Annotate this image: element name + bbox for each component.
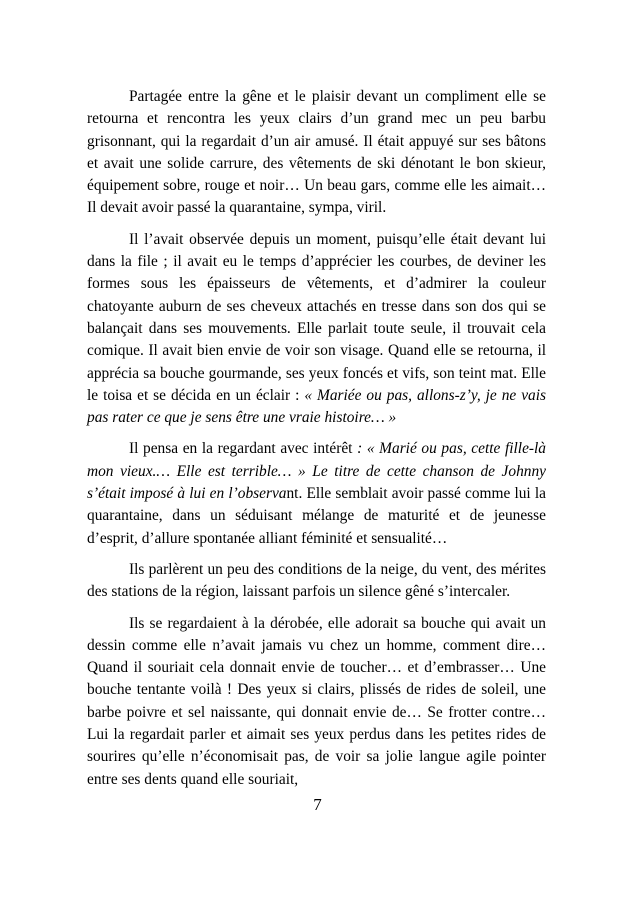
paragraph-4 [87, 559, 546, 604]
paragraph-3 [87, 438, 546, 549]
paragraph-5 [87, 613, 546, 791]
paragraph-3-text-start: Il pensa en la regardant avec intérêt [129, 440, 358, 458]
paragraph-2-italic-quote: « Mariée ou pas, allons-z’y, je ne vais pas rater ce que je sens être une vraie histoire… » [87, 386, 546, 427]
page-number: 7 [313, 795, 322, 814]
paragraph-1 [87, 86, 546, 220]
paragraph-5-text: Ils se regardaient à la dérobée, elle adorait sa bouche qui avait un dessin comme elle n’avait jamais vu chez un homme, comment dire… Quand il souriait cela donnait envie de toucher… et d’embrasser… Une bouche tentante voilà ! Des yeux si clairs, plissés de rides de soleil, une barbe poivre et sel naissante, qui donnait envie de… Se frotter contre… Lui la regardait parler et aimait ses yeux perdus dans les petites rides de sourires qu’elle n’économisait pas, de voir sa jolie langue agile pointer entre ses dents quand elle souriait, [87, 614, 546, 788]
paragraph-4-text: Ils parlèrent un peu des conditions de la neige, du vent, des mérites des stations de la région, laissant parfois un silence gêné s’intercaler. [87, 560, 546, 601]
paragraph-3-italic-quote: : « Marié ou pas, cette fille-là mon vieux.… Elle est terrible… » Le titre de cette chanson de Johnny s’était imposé à lui en l’observa [87, 440, 546, 503]
paragraph-3-text-end: nt. Elle semblait avoir passé comme lui la quarantaine, dans un séduisant mélange de maturité et de jeunesse d’esprit, d’allure spontanée alliant féminité et sensualité… [87, 485, 546, 547]
body-text [87, 86, 546, 800]
paragraph-2 [87, 229, 546, 430]
paragraph-1-text: Partagée entre la gêne et le plaisir devant un compliment elle se retourna et rencontra les yeux clairs d’un grand mec un peu barbu grisonnant, qui la regardait d’un air amusé. Il était appuyé sur ses bâtons et avait une solide carrure, des vêtements de ski dénotant le bon skieur, équipement sobre, rouge et noir… Un beau gars, comme elle les aimait… Il devait avoir passé la quarantaine, sympa, viril. [87, 88, 546, 217]
paragraph-2-text: Il l’avait observée depuis un moment, puisqu’elle était devant lui dans la file ; il avait eu le temps d’apprécier les courbes, de deviner les formes sous les épaisseurs de vêtements, et d’admirer la couleur chatoyante auburn de ses cheveux attachés en tresse dans son dos qui se balançait dans ses mouvements. Elle parlait toute seule, il trouvait cela comique. Il avait bien envie de voir son visage. Quand elle se retourna, il apprécia sa bouche gourmande, ses yeux foncés et vifs, son teint mat. Elle le toisa et se décida en un éclair : [87, 230, 546, 404]
